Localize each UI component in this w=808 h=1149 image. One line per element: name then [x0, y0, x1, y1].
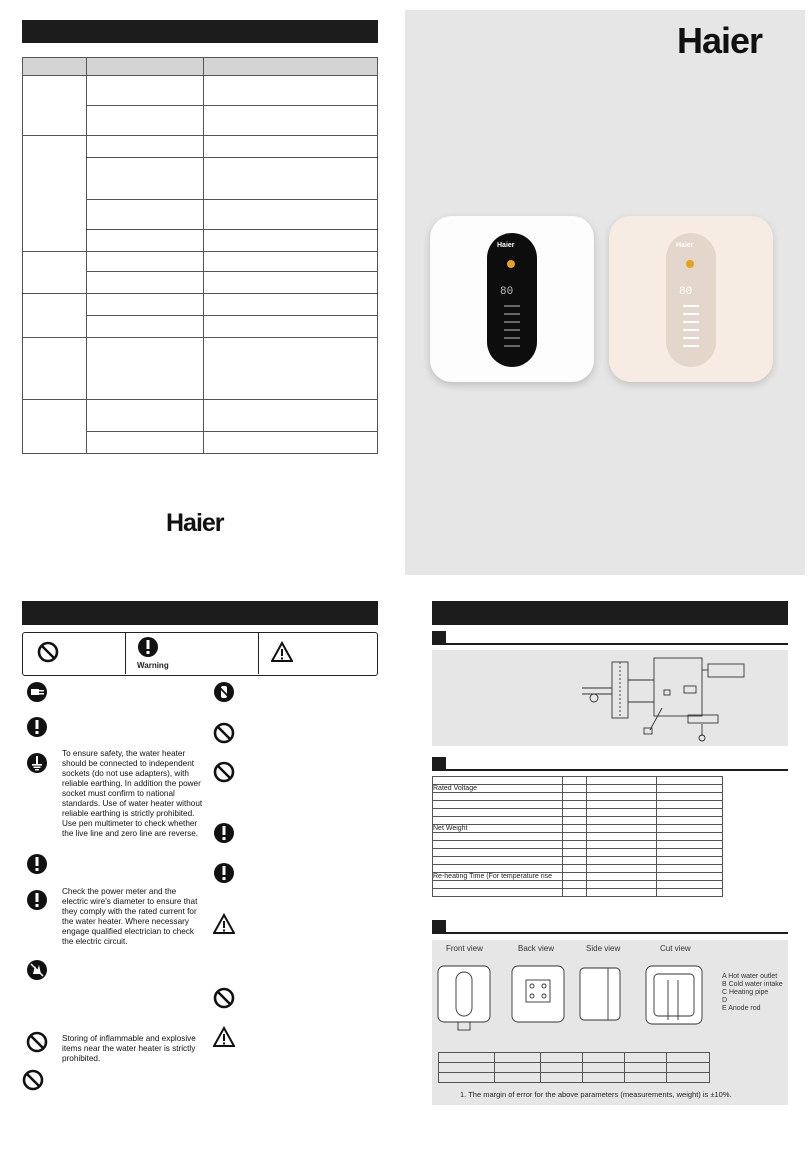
- sun-icon: [686, 260, 694, 268]
- product-cream: [609, 216, 773, 382]
- no-disassemble-icon: [213, 681, 235, 703]
- brand-logo-back: Haier: [166, 509, 224, 537]
- dimensions-subheader: [432, 920, 788, 934]
- mandatory-icon: [26, 853, 48, 875]
- mandatory-icon: [26, 716, 48, 738]
- table-row: [433, 849, 723, 857]
- dimension-drawings: [432, 956, 722, 1036]
- prohibited-icon: [213, 761, 235, 783]
- table-row: [433, 865, 723, 873]
- mandatory-icon: [213, 822, 235, 844]
- side-view-label: Side view: [586, 944, 621, 953]
- wiring-subheader: [432, 631, 788, 645]
- legend-divider: [125, 633, 126, 674]
- net-weight-label: Net Weight: [433, 825, 563, 833]
- legend-divider: [258, 633, 259, 674]
- product-white-display: 80: [500, 286, 514, 298]
- technical-header-bar: [432, 601, 788, 625]
- sun-icon: [507, 260, 515, 268]
- table-row: [433, 833, 723, 841]
- specs-table: [432, 776, 723, 897]
- table-row: [23, 76, 378, 106]
- table-header-cell: [23, 58, 87, 76]
- mandatory-icon: [213, 862, 235, 884]
- specs-subheader: [432, 757, 788, 771]
- legend-item: C Heating pipe: [722, 989, 769, 996]
- table-row: [433, 889, 723, 897]
- product-white-display-strip: [487, 233, 537, 367]
- product-cream-display: 80: [679, 286, 693, 298]
- prohibited-icon: [213, 987, 235, 1009]
- table-row: [433, 841, 723, 849]
- prohibited-icon: [26, 1031, 48, 1053]
- caution-icon: [271, 641, 293, 663]
- table-row: [433, 793, 723, 801]
- table-header-row: [23, 58, 378, 76]
- legend-item: E Anode rod: [722, 1005, 761, 1012]
- rated-voltage-label: Rated Voltage: [433, 785, 563, 793]
- prohibited-icon: [213, 722, 235, 744]
- dimensions-table: [438, 1052, 710, 1083]
- warning-label: Warning: [137, 661, 169, 670]
- earthing-icon: [26, 752, 48, 774]
- safety-power-meter-text: Check the power meter and the electric wire's diameter to ensure that they comply with the rated current for the water heater. Where necessary engage qualified electrician to check the electric circuit.: [62, 887, 198, 946]
- brand-logo-cover: Haier: [677, 20, 763, 61]
- reheating-label: Re-heating Time (For temperature rise: [433, 873, 563, 881]
- product-white-brand: Haier: [497, 242, 515, 249]
- no-wet-hands-icon: [26, 959, 48, 981]
- table-row: [23, 294, 378, 316]
- table-row: [433, 873, 723, 881]
- table-header-cell: [87, 58, 204, 76]
- caution-icon: [213, 913, 235, 935]
- caution-icon: [213, 1026, 235, 1048]
- legend-item: B Cold water intake: [722, 981, 783, 988]
- mandatory-icon: [137, 636, 159, 658]
- dimensions-panel: [432, 940, 788, 1105]
- mandatory-icon: [26, 889, 48, 911]
- table-row: [433, 857, 723, 865]
- table-row: [23, 136, 378, 158]
- product-cream-display-strip: [666, 233, 716, 367]
- table-row: [433, 817, 723, 825]
- cut-view-label: Cut view: [660, 944, 691, 953]
- no-unplug-icon: [26, 681, 48, 703]
- legend-item: A Hot water outlet: [722, 973, 778, 980]
- parts-legend: [722, 973, 783, 1013]
- dimensions-footnote: 1. The margin of error for the above parameters (measurements, weight) is ±10%.: [460, 1090, 732, 1099]
- warning-legend-box: [22, 632, 378, 676]
- table-row: [439, 1073, 710, 1083]
- troubleshooting-table: [22, 57, 378, 454]
- table-row: [433, 809, 723, 817]
- top-left-header-bar: [22, 20, 378, 43]
- table-header-cell: [204, 58, 378, 76]
- table-row: [433, 777, 723, 785]
- wiring-diagram-panel: [432, 650, 788, 746]
- product-cream-buttons: [683, 305, 699, 349]
- table-row: [23, 338, 378, 400]
- safety-sockets-text: To ensure safety, the water heater should be connected to independent sockets (do not use adapters), with reliable earthing. In addition the power socket must confirm to national standards. Use of water heater without reliable earthing is strictly prohibited. Use pen multimeter to check whether the live line and zero line are reverse.: [62, 749, 203, 838]
- table-row: [23, 400, 378, 432]
- table-row: [433, 801, 723, 809]
- product-white-buttons: [504, 305, 520, 349]
- table-row: [433, 785, 723, 793]
- table-row: [439, 1053, 710, 1063]
- prohibited-icon: [37, 641, 59, 663]
- table-row: [433, 881, 723, 889]
- product-white: [430, 216, 594, 382]
- table-row: [23, 252, 378, 272]
- prohibited-icon: [22, 1069, 44, 1091]
- safety-inflammable-text: Storing of inflammable and explosive items near the water heater is strictly prohibited.: [62, 1034, 196, 1063]
- product-cream-brand: Haier: [676, 242, 694, 249]
- front-view-label: Front view: [446, 944, 483, 953]
- wiring-diagram: [432, 650, 788, 746]
- legend-item: D: [722, 997, 728, 1004]
- table-row: [439, 1063, 710, 1073]
- table-row: [433, 825, 723, 833]
- safety-header-bar: [22, 601, 378, 625]
- back-view-label: Back view: [518, 944, 555, 953]
